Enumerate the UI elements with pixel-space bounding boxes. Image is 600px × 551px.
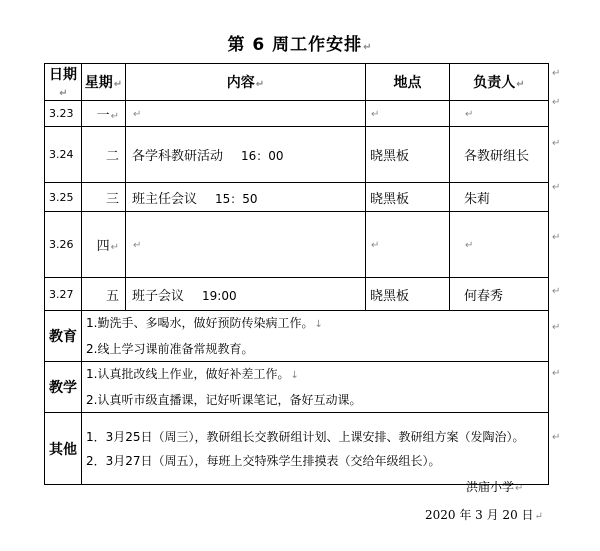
- section-label: 其他: [45, 413, 82, 485]
- table-row: [45, 101, 549, 127]
- content-cell: ↵: [126, 101, 366, 127]
- section-line: 1.认真批改线上作业，做好补差工作。↓: [86, 367, 299, 381]
- paragraph-mark: ↵: [552, 232, 561, 243]
- day-cell: 二: [82, 127, 126, 183]
- section-line: 2.线上学习课前准备常规教育。: [86, 342, 254, 356]
- place-cell: 晓黑板: [366, 127, 450, 183]
- table-row: [45, 278, 549, 311]
- table-row: [45, 127, 549, 183]
- person-cell: 朱莉: [450, 183, 549, 212]
- header-row: [45, 64, 549, 101]
- day-cell: 五: [82, 278, 126, 311]
- date-cell: 3.25: [45, 183, 82, 212]
- content-cell: 各学科教研活动 16：00: [126, 127, 366, 183]
- place-cell: ↵: [366, 101, 450, 127]
- schedule-table: [44, 63, 549, 485]
- section-line: 1．3月25日（周三），教研组长交教研组计划、上课安排、教研组方案（发陶治）。: [86, 429, 525, 444]
- date-cell: 3.26: [45, 212, 82, 278]
- person-cell: 何春秀: [450, 278, 549, 311]
- header-day: 星期↵: [82, 64, 126, 101]
- header-place: 地点: [366, 64, 450, 101]
- school-name: 洪庙小学↵: [466, 480, 524, 494]
- section-row-teaching: [45, 362, 549, 413]
- paragraph-mark: ↵: [552, 97, 561, 108]
- content-cell: 班主任会议 15：50: [126, 183, 366, 212]
- date-cell: 3.23: [45, 101, 82, 127]
- paragraph-mark: ↵: [552, 138, 561, 149]
- place-cell: 晓黑板: [366, 183, 450, 212]
- section-row-other: [45, 413, 549, 485]
- section-label: 教育: [45, 311, 82, 362]
- day-cell: 三: [82, 183, 126, 212]
- day-cell: 一↵: [82, 101, 126, 127]
- section-content: [82, 413, 549, 485]
- section-label: 教学: [45, 362, 82, 413]
- paragraph-mark: ↵: [552, 432, 561, 443]
- paragraph-mark: ↵: [552, 322, 561, 333]
- section-content: [82, 311, 549, 362]
- paragraph-mark: ↵: [552, 182, 561, 193]
- paragraph-mark: ↵: [552, 368, 561, 379]
- day-cell: 四↵: [82, 212, 126, 278]
- page-title: 第 6 周工作安排↵: [227, 35, 373, 55]
- place-cell: 晓黑板: [366, 278, 450, 311]
- header-content: 内容↵: [126, 64, 366, 101]
- date-cell: 3.24: [45, 127, 82, 183]
- section-row-education: [45, 311, 549, 362]
- paragraph-mark: ↵: [552, 286, 561, 297]
- table-row: [45, 212, 549, 278]
- place-cell: ↵: [366, 212, 450, 278]
- content-cell: ↵: [126, 212, 366, 278]
- header-person: 负责人↵: [450, 64, 549, 101]
- section-line: 2．3月27日（周五），每班上交特殊学生排摸表（交给年级组长）。: [86, 453, 441, 468]
- section-line: 2.认真听市级直播课，记好听课笔记，备好互动课。: [86, 393, 362, 407]
- person-cell: ↵: [450, 101, 549, 127]
- content-cell: 班子会议 19:00: [126, 278, 366, 311]
- table-row: [45, 183, 549, 212]
- person-cell: 各教研组长: [450, 127, 549, 183]
- signature-date: 2020 年 3 月 20 日↵: [425, 508, 543, 522]
- section-line: 1.勤洗手、多喝水，做好预防传染病工作。↓: [86, 316, 323, 330]
- section-content: [82, 362, 549, 413]
- date-cell: 3.27: [45, 278, 82, 311]
- header-date: 日期↵: [45, 64, 82, 101]
- paragraph-mark: ↵: [552, 68, 561, 79]
- person-cell: ↵: [450, 212, 549, 278]
